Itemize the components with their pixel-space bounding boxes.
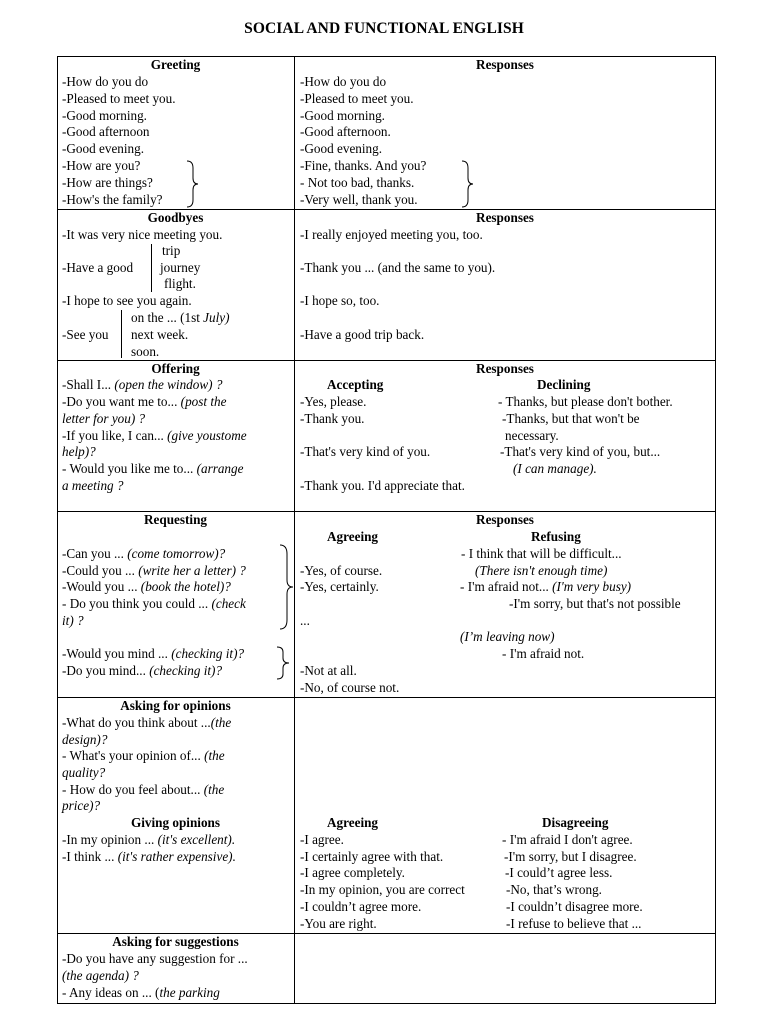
greeting-line: -Good evening. <box>62 141 145 157</box>
opinion-disagree-line: -I refuse to believe that ... <box>506 916 642 931</box>
offering-line: -Shall I... (open the window) ? <box>62 377 223 392</box>
refusing-line: ... <box>300 613 310 628</box>
offering-header: Offering <box>151 361 200 376</box>
opinion-agree-line: -I agree. <box>300 832 344 847</box>
requesting-line: - Do you think you could ... (check <box>62 596 246 611</box>
accepting-line: -That's very kind of you. <box>300 444 431 459</box>
curly-brace-icon <box>185 160 199 208</box>
greeting-line: -How do you do <box>62 74 149 89</box>
greeting-line: -Good afternoon <box>62 124 150 140</box>
opinion-agree-line: -I agree completely. <box>300 865 405 880</box>
goodbye-response-line: -I really enjoyed meeting you, too. <box>300 227 483 242</box>
opinion-disagree-line: -I could’t agree less. <box>505 865 613 880</box>
requesting-responses-header: Responses <box>476 512 534 527</box>
table-border-right <box>715 56 716 1004</box>
goodbye-option: journey <box>160 260 201 275</box>
refusing-line: -I'm sorry, but that's not possible <box>509 596 681 611</box>
greeting-response-line: -Good afternoon. <box>300 124 391 140</box>
declining-line: necessary. <box>505 428 559 443</box>
goodbye-line: -It was very nice meeting you. <box>62 227 223 242</box>
opinion-line: -I think ... (it's rather expensive). <box>62 849 236 864</box>
requesting-line: -Can you ... (come tomorrow)? <box>62 546 226 561</box>
greeting-response-line: -Very well, thank you. <box>300 191 418 207</box>
greeting-line: -Good morning. <box>62 107 147 123</box>
requesting-line: -Would you ... (book the hotel)? <box>62 579 231 594</box>
goodbye-line: -Have a good <box>62 260 134 275</box>
agreeing-line: -Yes, of course. <box>300 563 383 578</box>
refusing-line: (There isn't enough time) <box>475 563 608 578</box>
offering-responses-header: Responses <box>476 361 534 376</box>
offering-line: help)? <box>62 444 96 459</box>
greeting-response-line: -Fine, thanks. And you? <box>300 158 427 173</box>
greeting-line: -Pleased to meet you. <box>62 90 176 106</box>
greeting-response-line: -Pleased to meet you. <box>300 90 414 106</box>
opinion-disagree-line: -I'm sorry, but I disagree. <box>504 849 637 864</box>
goodbyes-header: Goodbyes <box>147 210 204 225</box>
column-divider <box>294 56 295 1004</box>
opinion-line: -What do you think about ...(the <box>62 715 232 730</box>
declining-line: - Thanks, but please don't bother. <box>498 394 673 409</box>
opinion-line: - What's your opinion of... (the <box>62 748 225 763</box>
greeting-line: -How are you? <box>62 158 141 173</box>
table-border-left <box>57 56 58 1004</box>
goodbye-line: -See you <box>62 327 109 342</box>
agreeing-line: -No, of course not. <box>300 680 400 695</box>
suggestions-header: Asking for suggestions <box>112 934 239 949</box>
greeting-response-line: -Good morning. <box>300 107 385 123</box>
asking-opinions-header: Asking for opinions <box>120 698 231 713</box>
accepting-line: -Yes, please. <box>300 394 367 409</box>
goodbye-response-line: -Have a good trip back. <box>300 327 425 342</box>
opinion-line: design)? <box>62 732 108 747</box>
opinion-agreeing-header: Agreeing <box>327 815 379 830</box>
greeting-line: -How's the family? <box>62 191 163 207</box>
page-title: SOCIAL AND FUNCTIONAL ENGLISH <box>244 20 524 37</box>
greeting-response-line: - Not too bad, thanks. <box>300 174 415 190</box>
accepting-line: -Thank you. I'd appreciate that. <box>300 478 465 493</box>
agreeing-header: Agreeing <box>327 529 379 544</box>
refusing-line: - I'm afraid not. <box>502 646 585 661</box>
opinion-line: price)? <box>62 798 101 813</box>
suggestion-line: -Do you have any suggestion for ... <box>62 951 248 966</box>
suggestion-line: (the agenda) ? <box>62 968 139 983</box>
goodbye-option: trip <box>162 243 181 258</box>
goodbye-option: on the ... (1st July) <box>131 310 230 325</box>
declining-line: -That's very kind of you, but... <box>500 444 661 459</box>
offering-line: a meeting ? <box>62 478 124 493</box>
opinion-agree-line: -You are right. <box>300 916 377 931</box>
offering-line: letter for you) ? <box>62 411 146 426</box>
requesting-line: -Would you mind ... (checking it)? <box>62 646 245 661</box>
curly-brace-icon <box>275 646 291 680</box>
offering-line: -If you like, I can... (give youstome <box>62 428 247 443</box>
opinion-agree-line: -In my opinion, you are correct <box>300 882 465 897</box>
option-bar <box>151 244 152 292</box>
opinion-agree-line: -I certainly agree with that. <box>300 849 444 864</box>
accepting-header: Accepting <box>327 377 384 392</box>
offering-line: -Do you want me to... (post the <box>62 394 227 409</box>
greeting-response-line: -Good evening. <box>300 141 383 157</box>
offering-line: - Would you like me to... (arrange <box>62 461 244 476</box>
agreeing-line: -Not at all. <box>300 663 357 678</box>
opinion-disagree-line: - I'm afraid I don't agree. <box>502 832 633 847</box>
suggestion-line: - Any ideas on ... (the parking <box>62 985 220 1000</box>
declining-line: -Thanks, but that won't be <box>502 411 640 426</box>
requesting-line: -Do you mind... (checking it)? <box>62 663 223 678</box>
greeting-response-line: -How do you do <box>300 74 387 89</box>
goodbye-response-line: -Thank you ... (and the same to you). <box>300 260 496 275</box>
goodbye-option: next week. <box>131 327 189 342</box>
goodbye-option: flight. <box>164 276 196 291</box>
table-border-bottom <box>57 1003 716 1004</box>
goodbye-line: -I hope to see you again. <box>62 293 192 308</box>
curly-brace-icon <box>278 544 294 630</box>
opinion-disagree-line: -I couldn’t disagree more. <box>506 899 643 914</box>
accepting-line: -Thank you. <box>300 411 365 426</box>
opinion-agree-line: -I couldn’t agree more. <box>300 899 422 914</box>
phrase-table <box>57 56 716 1004</box>
opinion-line: -In my opinion ... (it's excellent). <box>62 832 236 847</box>
refusing-line: - I think that will be difficult... <box>461 546 622 561</box>
opinion-line: quality? <box>62 765 106 780</box>
opinion-line: - How do you feel about... (the <box>62 782 225 797</box>
requesting-header: Requesting <box>143 512 207 527</box>
goodbyes-responses-header: Responses <box>476 210 534 225</box>
opinion-disagreeing-header: Disagreeing <box>542 815 609 830</box>
greeting-line: -How are things? <box>62 174 153 190</box>
refusing-line: - I'm afraid not... (I'm very busy) <box>460 579 632 594</box>
requesting-line: it) ? <box>62 613 84 628</box>
curly-brace-icon <box>460 160 474 208</box>
giving-opinions-header: Giving opinions <box>130 815 221 830</box>
agreeing-line: -Yes, certainly. <box>300 579 379 594</box>
refusing-line: (I’m leaving now) <box>460 629 555 644</box>
goodbye-option: soon. <box>131 344 160 359</box>
declining-header: Declining <box>537 377 591 392</box>
greeting-header: Greeting <box>150 57 201 72</box>
opinion-disagree-line: -No, that’s wrong. <box>506 882 602 897</box>
refusing-header: Refusing <box>531 529 581 544</box>
goodbye-response-line: -I hope so, too. <box>300 293 380 308</box>
declining-line: (I can manage). <box>513 461 597 476</box>
option-bar <box>121 310 122 358</box>
requesting-line: -Could you ... (write her a letter) ? <box>62 563 246 578</box>
greeting-responses-header: Responses <box>476 57 534 72</box>
